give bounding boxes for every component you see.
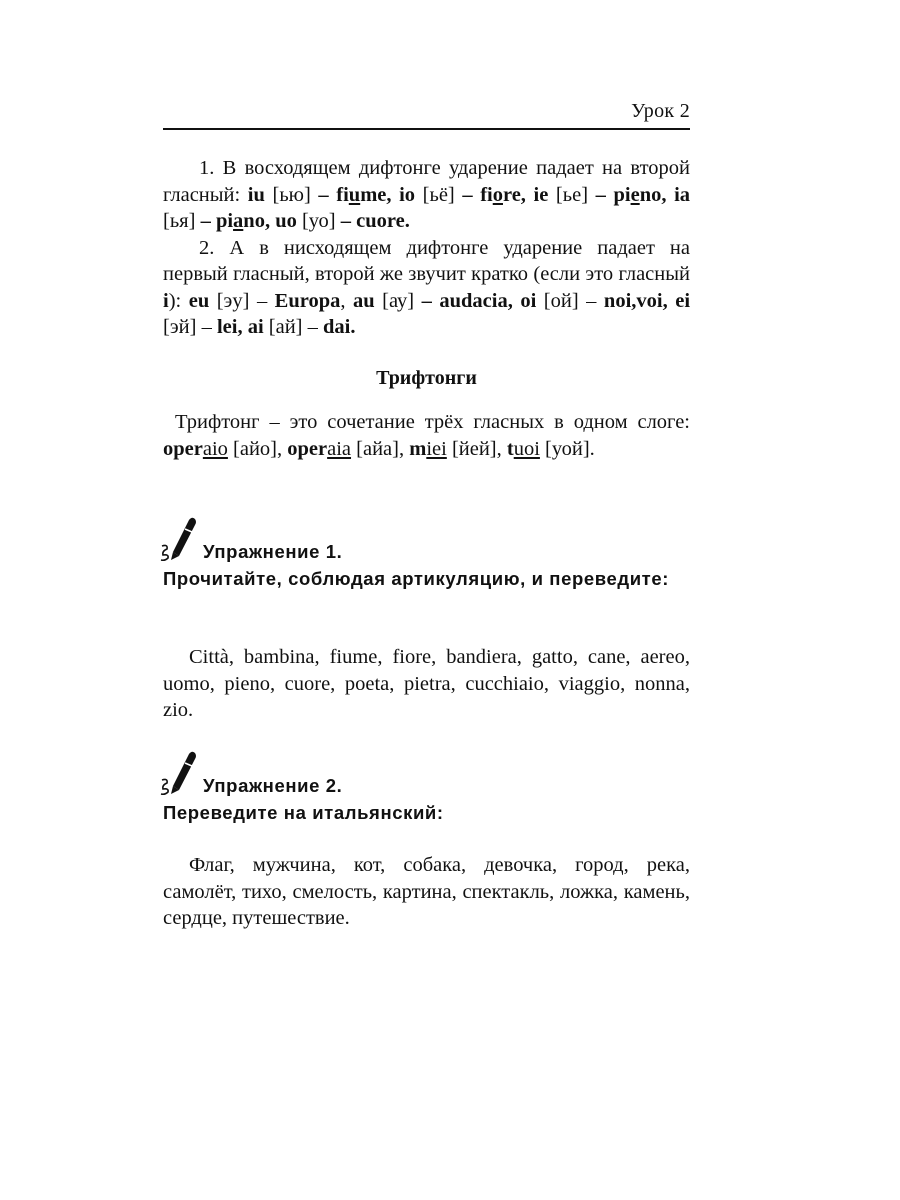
dash: – (421, 289, 432, 312)
dash: – (256, 289, 268, 312)
triphthongs-section (163, 409, 690, 462)
vowel-i: i (163, 289, 169, 312)
exercise-1-title-row (163, 538, 690, 565)
example-fiore: fiore, (472, 183, 534, 206)
diphthong-io: io (399, 183, 416, 206)
rising-intro-text: 1. В восходящем дифтонге ударение падает на второй гласный: (163, 157, 690, 206)
exercise-1-words: Città, bambina, fiume, fiore, bandiera, gatto, cane, aereo, uomo, pieno, cuore, poeta, pietra, cucchiaio, viaggio, nonna, zio. (163, 646, 690, 721)
example-miei: miei (409, 437, 447, 460)
comma: , (237, 316, 248, 338)
dash: – (462, 183, 473, 206)
example-fiume: fiume, (328, 183, 400, 206)
exercise-1-instruction: Прочитайте, соблюдая артикуляцию, и переведите: (163, 568, 669, 589)
pen-writing-icon (159, 514, 199, 562)
exercise-1-title: Упражнение 1. (203, 541, 343, 562)
transcription: [айо], (227, 437, 288, 460)
transcription: [ьё] (415, 183, 463, 206)
diphthong-au: au (353, 289, 375, 312)
example-cuore: cuore. (351, 210, 410, 232)
diphthong-uo: uo (275, 210, 297, 232)
comma: , (340, 289, 354, 312)
diphthong-ai: ai (247, 316, 264, 338)
example-dai: dai. (317, 316, 356, 338)
diphthong-ei: ei (675, 289, 691, 312)
transcription: [уой]. (539, 437, 595, 460)
dash: – (200, 210, 211, 232)
comma: , (662, 289, 676, 312)
triphthongs-heading: Трифтонги (376, 367, 477, 389)
rising-diphthong-paragraph (163, 155, 690, 235)
example-noi-voi: noi,voi (596, 289, 663, 312)
falling-diphthong-paragraph (163, 235, 690, 341)
dash: – (586, 289, 597, 312)
triphthong-definition: Трифтонг – это сочетание трёх гласных в одном слоге: (175, 411, 690, 433)
exercise-2-title: Упражнение 2. (203, 775, 343, 796)
triphthong-paragraph (163, 409, 690, 462)
diphthong-oi: oi (520, 289, 537, 312)
example-audacia: audacia (431, 289, 508, 312)
transcription: [ье] (548, 183, 596, 206)
header-rule (163, 128, 690, 130)
transcription: [ью] (264, 183, 319, 206)
example-lei: lei (211, 316, 238, 338)
exercise-1-body (163, 644, 690, 724)
dash: – (595, 183, 606, 206)
exercise-2-title-row (163, 772, 690, 799)
transcription: [йей], (446, 437, 507, 460)
exercise-2-instruction: Переведите на итальянский: (163, 802, 444, 823)
example-tuoi: tuoi (506, 437, 540, 460)
example-operaia: operaia (287, 437, 352, 460)
text: ): (168, 289, 189, 312)
transcription: [айа], (351, 437, 410, 460)
diphthong-ia: ia (674, 183, 691, 206)
dash: – (318, 183, 329, 206)
example-europa: Europa (267, 289, 341, 312)
transcription: [эй] (163, 316, 202, 338)
transcription: [ой] (536, 289, 587, 312)
comma: , (507, 289, 521, 312)
exercise-2-body (163, 852, 690, 932)
transcription: [уо] (296, 210, 341, 232)
diphthong-iu: iu (247, 183, 265, 206)
example-pieno: pieno, (605, 183, 675, 206)
exercise-2-header (163, 772, 690, 826)
transcription: [ау] (374, 289, 422, 312)
dash: – (307, 316, 318, 338)
running-header: Урок 2 (631, 100, 690, 122)
diphthong-eu: eu (188, 289, 210, 312)
transcription: [ья] (163, 210, 201, 232)
transcription: [эу] (209, 289, 257, 312)
exercise-1-header (163, 538, 690, 592)
exercise-2-words: Флаг, мужчина, кот, собака, девочка, город, река, самолёт, тихо, смелость, картина, спектакль, ложка, камень, сердце, путешествие. (163, 854, 690, 929)
example-piano: piano, (210, 210, 276, 232)
dash: – (340, 210, 352, 232)
example-operaio: operaio (163, 437, 228, 460)
book-page (163, 0, 690, 1200)
pen-writing-icon (159, 748, 199, 796)
diphthong-ie: ie (533, 183, 549, 206)
transcription: [ай] (263, 316, 308, 338)
diphthongs-section (163, 155, 690, 341)
falling-intro-text: 2. А в нисходящем дифтонге ударение падает на первый гласный, второй же звучит кратко (если это гласный (163, 236, 690, 285)
dash: – (201, 316, 212, 338)
